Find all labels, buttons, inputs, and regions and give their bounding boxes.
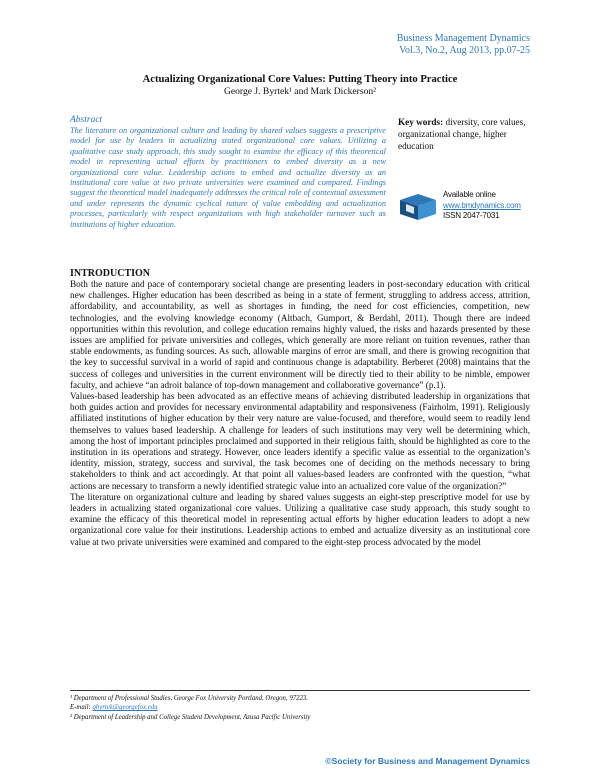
introduction-heading: INTRODUCTION (70, 268, 151, 279)
journal-issue: Vol.3, No.2, Aug 2013, pp.07-25 (399, 45, 530, 56)
keywords-label: Key words: (398, 117, 444, 127)
keywords-text: diversity, core values, organizational change, higher education (398, 117, 526, 151)
introduction-body (70, 279, 530, 548)
journal-name: Business Management Dynamics (396, 33, 530, 44)
paper-title: Actualizing Organizational Core Values: Putting Theory into Practice (142, 74, 458, 85)
abstract-text: The literature on organizational culture and leading by shared values suggests a prescriptive model for use by leaders in actualizing stated organizational core values. Utilizing a qualitative case study approach, this study sought to examine the efficacy of this theoretical model in representing actual efforts by practitioners to embed diversity as a new organizational core value. Leadership actions to embed and actualize diversity as an institutional core value at two private universities were examined and compared. Findings suggest the theoretical model inadequately addresses the critical role of contextual assessment and under represents the dynamic cyclical nature of value embedding and actualization processes, particularly with respect organizations with high stakeholder turnover such as institutions of higher education. (70, 126, 386, 229)
journal-header (397, 33, 530, 57)
journal-logo-icon (398, 192, 438, 222)
email-link[interactable]: gbyrtek@georgefox.edu (92, 704, 158, 712)
intro-paragraph: The literature on organizational culture and leading by shared values suggests an eight-step prescriptive model for use by leaders in actualizing stated organizational core values. Utilizing a qualitative case study approach, this study sought to examine the efficacy of this theoretical model in representing actual efforts by higher education leaders to adopt a new organizational core value for their institutions. Leadership actions to embed and actualize diversity as an institutional core value at two private universities were examined and compared to the eight-step process advocated by the model (70, 491, 530, 547)
footnote-2: ² Department of Leadership and College Student Development, Azusa Pacific University (70, 713, 311, 721)
abstract-heading: Abstract (70, 115, 103, 125)
copyright-footer: ©Society for Business and Management Dynamics (325, 756, 530, 766)
issn-label: ISSN 2047-7031 (443, 211, 500, 220)
footnotes (70, 690, 530, 722)
available-online-label: Available online (443, 190, 496, 199)
intro-paragraph: Values-based leadership has been advocated as an effective means of achieving distributed leadership in organizations that both guides action and provides for necessary environmental adaptability and responsiveness (Fairholm, 1991). Religiously affiliated institutions of higher education by their very nature are value-focused, and therefore, would seem to readily lend themselves to values based leadership. A challenge for leaders of such institutions may very well be determining which, among the host of important principles proclaimed and supported in their religious faith, should be highlighted as core to the institution in its operations and strategy. However, once leaders identify a specific value as essential to the organization’s identity, mission, strategy, success and survival, the task becomes one of deciding on the methods necessary to bring stakeholders to think and act accordingly. At that point all values-based leaders are confronted with the question, “what actions are necessary to transform a newly identified strategic value into an actualized core value of the organization?” (70, 391, 530, 491)
paper-authors: George J. Byrtek¹ and Mark Dickerson² (223, 86, 377, 97)
footnote-email (70, 703, 530, 712)
availability-info (443, 190, 521, 222)
footnote-1: ¹ Department of Professional Studies, George Fox University Portland, Oregon, 97223. (70, 695, 309, 702)
journal-url-link[interactable]: www.bmdynamics.com (443, 200, 521, 210)
keywords (398, 116, 538, 152)
intro-paragraph: Both the nature and pace of contemporary societal change are presenting leaders in post-secondary education with critical new challenges. Higher education has been described as being in a state of ferment, struggling to address access, attrition, affordability, and accountability, as well as shortages in funding, the need for cost efficiencies, competition, new technologies, and the evolving knowledge economy (Altbach, Gumport, & Berdahl, 2011). Though there are indeed opportunities within this revolution, and college education remains highly valued, the risks and hazards presented by these issues are amplified for private universities and colleges, which generally are more reliant on tuition revenues, rather than stable endowments, as funding sources. As such, allowable margins of error are small, and there is growing recognition that the key to successful survival in a world of rapid and continuous change is adaptability. Berberet (2008) maintains that the success of colleges and universities in the current environment will be directly tied to their ability to be nimble, empower faculty, and achieve “an adroit balance of top-down management and collaborative governance” (p.1). (70, 279, 530, 390)
email-label: E-mail: (70, 704, 93, 712)
